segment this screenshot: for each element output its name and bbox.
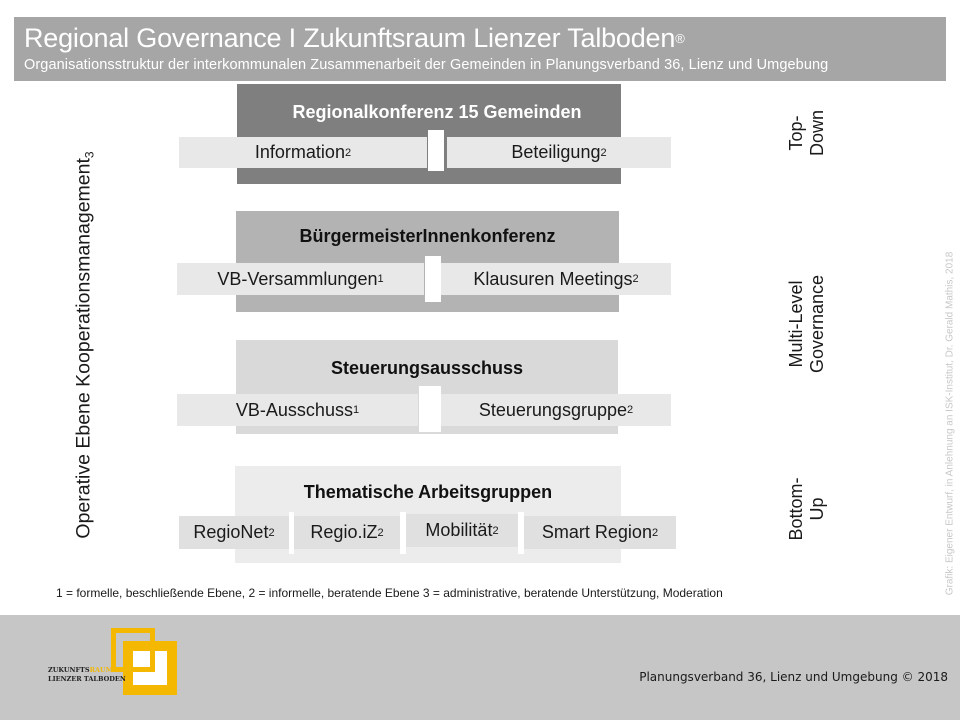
footer [0, 615, 960, 720]
header-banner [14, 17, 946, 81]
level-title: Thematische Arbeitsgruppen [303, 482, 553, 502]
box-information: Information 2 [179, 137, 427, 168]
box-vb-versammlungen: VB-Versammlungen 1 [177, 263, 424, 295]
footer-copyright: Planungsverband 36, Lienz und Umgebung © 2018 [639, 670, 948, 684]
page-title: Regional Governance I Zukunftsraum Lienzer Talboden® [24, 23, 685, 53]
box-mobilitaet: Mobilität 2 [406, 514, 518, 547]
label-multi-level-governance: Multi-Level Governance [786, 274, 827, 374]
box-regio-iz: Regio.iZ 2 [294, 516, 400, 549]
box-vb-ausschuss: VB-Ausschuss 1 [177, 394, 418, 426]
level-title: Steuerungsausschuss [330, 358, 524, 378]
box-steuerungsgruppe: Steuerungsgruppe 2 [441, 394, 671, 426]
divider [428, 130, 444, 176]
footnote: 1 = formelle, beschließende Ebene, 2 = informelle, beratende Ebene 3 = administrative, beratende Unterstützung, Moderation [56, 586, 723, 600]
divider [419, 386, 441, 432]
box-klausuren-meetings: Klausuren Meetings 2 [441, 263, 671, 295]
divider [425, 256, 441, 302]
graphic-credit: Grafik: Eigener Entwurf, in Anlehnung an ISK-Institut, Dr. Gerald Mathis, 2018 [944, 251, 956, 595]
operative-level-label: Operative Ebene Kooperationsmanagement$_3$ [73, 151, 97, 539]
box-beteiligung: Beteiligung 2 [447, 137, 671, 168]
logo-wordmark: ZUKUNFTSRAUM LIENZER TALBODEN [48, 666, 126, 683]
label-bottom-up: Bottom- Up [786, 477, 827, 541]
box-regionet: RegioNet 2 [179, 516, 289, 549]
box-smart-region: Smart Region 2 [524, 516, 676, 549]
page-subtitle: Organisationsstruktur der interkommunalen Zusammenarbeit der Gemeinden in Planungsverband 36, Lienz und Umgebung [24, 57, 829, 73]
level-title: Regionalkonferenz 15 Gemeinden [292, 102, 582, 122]
label-top-down: Top- Down [786, 109, 827, 157]
level-base [237, 171, 621, 184]
registered-mark: ® [675, 31, 685, 46]
level-title: BürgermeisterInnenkonferenz [299, 226, 556, 246]
